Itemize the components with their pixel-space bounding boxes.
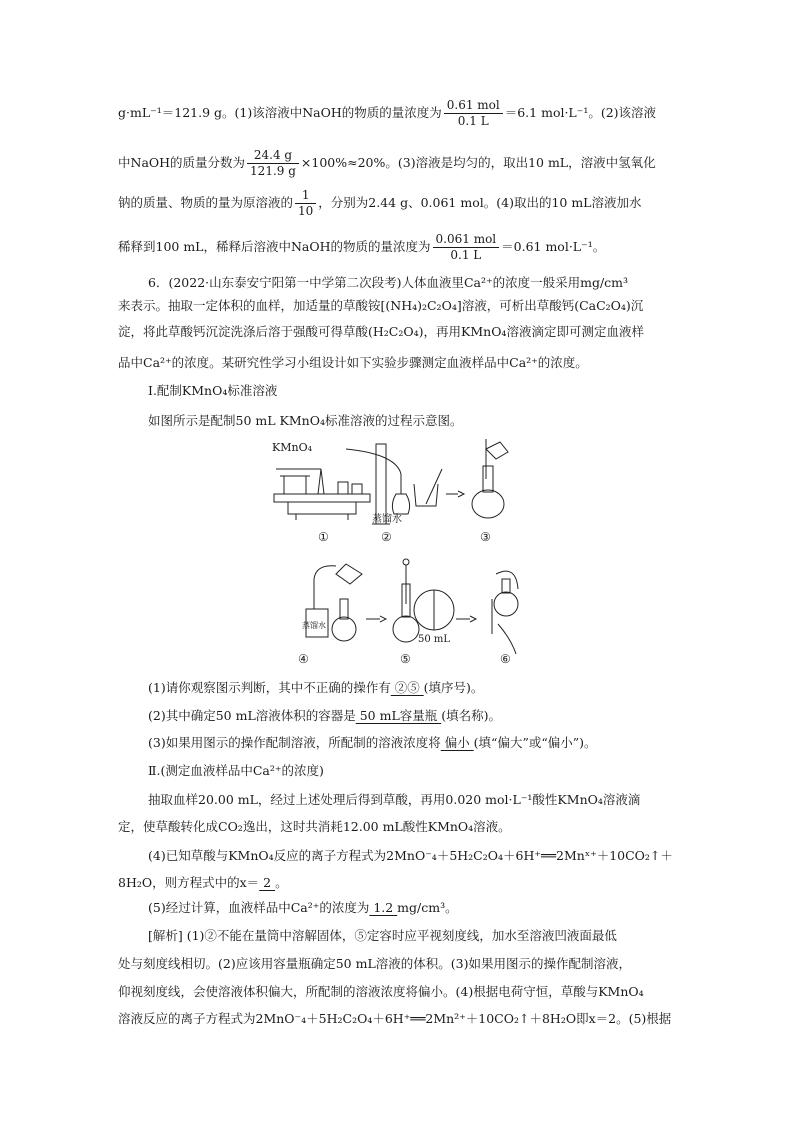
question-line: 淀，将此草酸钙沉淀洗涤后溶于强酸可得草酸(H₂C₂O₄)，再用KMnO₄溶液滴定即可测定血液样	[118, 324, 644, 339]
text-line	[118, 232, 605, 263]
kmno4-label: KMnO₄	[272, 441, 312, 454]
fraction-numerator: 0.061 mol	[433, 232, 500, 248]
flask-bottle-label: 蒸馏水	[302, 621, 326, 630]
text-line	[118, 148, 656, 179]
text-segment: (1)请你观察图示判断，其中不正确的操作有	[148, 680, 391, 695]
text-segment: (填序号)。	[423, 680, 484, 695]
section-title: Ⅰ.配制KMnO₄标准溶液	[148, 383, 278, 398]
text-segment: ＝0.61 mol·L⁻¹。	[501, 239, 606, 254]
text-line	[118, 188, 641, 219]
fraction-denominator: 121.9 g	[250, 164, 296, 178]
question-line: 品中Ca²⁺的浓度。某研究性学习小组设计如下实验步骤测定血液样品中Ca²⁺的浓度。	[118, 355, 588, 370]
text-line: 抽取血样20.00 mL，经过上述处理后得到草酸，再用0.020 mol·L⁻¹酸性KMnO₄溶液滴	[148, 792, 641, 807]
step-label: ③	[480, 530, 491, 544]
fraction-denominator: 10	[298, 204, 314, 218]
text-segment: (2)其中确定50 mL溶液体积的容器是	[148, 708, 356, 723]
text-segment: (填“偏大”或“偏小”)。	[473, 735, 597, 750]
answer: 1.2	[369, 900, 398, 915]
fraction	[247, 148, 299, 179]
step-label: ①	[318, 530, 329, 544]
text-line: 定，使草酸转化成CO₂逸出，这时共消耗12.00 mL酸性KMnO₄溶液。	[118, 819, 511, 834]
fraction-denominator: 0.1 L	[450, 248, 482, 262]
text-segment: 。	[275, 875, 288, 890]
text-segment: ，分别为2.44 g、0.061 mol。(4)取出的10 mL溶液加水	[318, 195, 642, 210]
analysis-line: 处与刻度线相切。(2)应该用容量瓶确定50 mL溶液的体积。(3)如果用图示的操作配制溶液，	[118, 956, 631, 971]
apparatus-diagram	[266, 434, 536, 670]
text-segment: ×100%≈20%。(3)溶液是均匀的，取出10 mL，溶液中氢氧化	[300, 155, 656, 170]
fraction-numerator: 1	[295, 188, 316, 204]
step-label: ④	[298, 652, 309, 666]
analysis-line: 溶液反应的离子方程式为2MnO⁻₄＋5H₂C₂O₄＋6H⁺══2Mn²⁺＋10CO₂↑＋8H₂O即x＝2。(5)根据	[118, 1011, 672, 1026]
text-line: 如图所示是配制50 mL KMnO₄标准溶液的过程示意图。	[148, 413, 463, 428]
question-line: 6．(2022·山东泰安宁阳第一中学第二次段考)人体血液里Ca²⁺的浓度一般采用mg/cm³	[148, 275, 629, 290]
text-segment: (3)如果用图示的操作配制溶液，所配制的溶液浓度将	[148, 735, 441, 750]
subquestion-3	[148, 733, 597, 753]
text-segment: 中NaOH的质量分数为	[118, 155, 246, 170]
subquestion-4: (4)已知草酸与KMnO₄反应的离子方程式为2MnO⁻₄＋5H₂C₂O₄＋6H⁺══2Mnˣ⁺＋10CO₂↑＋	[148, 848, 673, 863]
text-segment: (填名称)。	[441, 708, 501, 723]
answer: ②⑤	[390, 680, 424, 695]
subquestion-2	[148, 706, 501, 726]
experiment-figure	[266, 434, 536, 670]
text-segment: ＝6.1 mol·L⁻¹。(2)该溶液	[504, 105, 657, 120]
text-segment: 钠的质量、物质的量为原溶液的	[118, 195, 294, 210]
step-label: ⑤	[400, 652, 411, 666]
text-segment: 稀释到100 mL，稀释后溶液中NaOH的物质的量浓度为	[118, 239, 431, 254]
question-line: 来表示。抽取一定体积的血样，加适量的草酸铵[(NH₄)₂C₂O₄]溶液，可析出草酸钙(CaC₂O₄)沉	[118, 298, 644, 313]
text-segment: (5)经过计算，血液样品中Ca²⁺的浓度为	[148, 900, 370, 915]
fraction	[433, 232, 500, 263]
analysis-line: [解析] (1)②不能在量筒中溶解固体，⑤定容时应平视刻度线，加水至溶液凹液面最低	[148, 928, 617, 943]
fraction	[444, 98, 503, 129]
fraction-numerator: 24.4 g	[247, 148, 299, 164]
subquestion-4-cont	[118, 873, 288, 893]
answer: 50 mL容量瓶	[355, 708, 442, 723]
step-label: ②	[381, 530, 392, 544]
volume-label: 50 mL	[418, 634, 451, 645]
text-segment: g·mL⁻¹＝121.9 g。(1)该溶液中NaOH的物质的量浓度为	[118, 105, 442, 120]
text-line	[118, 98, 656, 129]
text-segment: 8H₂O，则方程式中的x＝	[118, 875, 260, 890]
section-title: Ⅱ.(测定血液样品中Ca²⁺的浓度)	[148, 763, 324, 778]
fraction-denominator: 0.1 L	[457, 114, 489, 128]
water-label: 蒸馏水	[372, 514, 402, 525]
fraction	[295, 188, 316, 219]
answer: 2	[259, 875, 276, 890]
text-segment: mg/cm³。	[397, 900, 458, 915]
subquestion-5	[148, 898, 458, 918]
step-label: ⑥	[500, 652, 511, 666]
fraction-numerator: 0.61 mol	[444, 98, 503, 114]
subquestion-1	[148, 678, 483, 698]
analysis-line: 仰视刻度线，会使溶液体积偏大，所配制的溶液浓度将偏小。(4)根据电荷守恒，草酸与KMnO₄	[118, 984, 644, 999]
answer: 偏小	[440, 735, 474, 750]
